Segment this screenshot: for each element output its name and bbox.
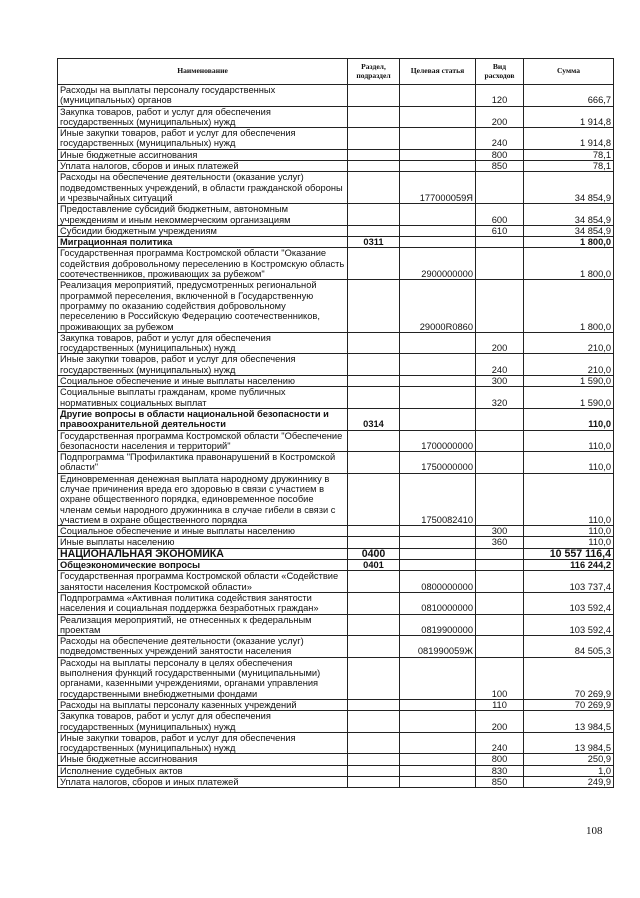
row-name-cell: Иные закупки товаров, работ и услуг для обеспечения государственных (муниципальных) нужд bbox=[58, 128, 348, 150]
row-article-cell bbox=[400, 765, 476, 776]
row-sum-cell: 1 914,8 bbox=[524, 106, 614, 128]
row-article-cell bbox=[400, 225, 476, 236]
row-section-cell bbox=[348, 473, 400, 525]
row-article-cell: 0800000000 bbox=[400, 571, 476, 593]
row-article-cell: 081990059Ж bbox=[400, 636, 476, 658]
row-section-cell bbox=[348, 636, 400, 658]
row-name-cell: Исполнение судебных актов bbox=[58, 765, 348, 776]
row-section-cell bbox=[348, 777, 400, 788]
row-name-cell: Социальное обеспечение и иные выплаты населению bbox=[58, 376, 348, 387]
row-type-cell bbox=[476, 237, 524, 248]
row-section-cell bbox=[348, 571, 400, 593]
row-section-cell bbox=[348, 161, 400, 172]
header-type: Вид расходов bbox=[476, 59, 524, 85]
row-article-cell bbox=[400, 237, 476, 248]
row-sum-cell: 1 914,8 bbox=[524, 128, 614, 150]
row-name-cell: Расходы на выплаты персоналу казенных учреждений bbox=[58, 699, 348, 710]
row-article-cell bbox=[400, 699, 476, 710]
header-sum: Сумма bbox=[524, 59, 614, 85]
row-type-cell bbox=[476, 430, 524, 452]
row-name-cell: Расходы на выплаты персоналу государственных (муниципальных) органов bbox=[58, 85, 348, 107]
row-section-cell bbox=[348, 332, 400, 354]
row-sum-cell: 13 984,5 bbox=[524, 711, 614, 733]
row-name-cell: Государственная программа Костромской области "Оказание содействия добровольному переселению в Костромскую область соотечественников, проживающих за рубежом" bbox=[58, 248, 348, 280]
header-section: Раздел, подраздел bbox=[348, 59, 400, 85]
row-name-cell: Уплата налогов, сборов и иных платежей bbox=[58, 161, 348, 172]
row-article-cell bbox=[400, 732, 476, 754]
row-type-cell: 200 bbox=[476, 106, 524, 128]
table-row bbox=[58, 204, 614, 226]
row-type-cell bbox=[476, 452, 524, 474]
row-section-cell bbox=[348, 592, 400, 614]
row-section-cell bbox=[348, 711, 400, 733]
row-sum-cell: 110,0 bbox=[524, 430, 614, 452]
row-article-cell bbox=[400, 408, 476, 430]
row-name-cell: Иные закупки товаров, работ и услуг для обеспечения государственных (муниципальных) нужд bbox=[58, 354, 348, 376]
row-article-cell bbox=[400, 711, 476, 733]
row-type-cell: 800 bbox=[476, 754, 524, 765]
row-type-cell: 830 bbox=[476, 765, 524, 776]
row-article-cell bbox=[400, 560, 476, 571]
row-section-cell bbox=[348, 172, 400, 204]
row-name-cell: Социальное обеспечение и иные выплаты населению bbox=[58, 526, 348, 537]
row-type-cell: 850 bbox=[476, 161, 524, 172]
row-sum-cell: 116 244,2 bbox=[524, 560, 614, 571]
row-section-cell bbox=[348, 699, 400, 710]
row-name-cell: Реализация мероприятий, не отнесенных к федеральным проектам bbox=[58, 614, 348, 636]
row-name-cell: Уплата налогов, сборов и иных платежей bbox=[58, 777, 348, 788]
row-name-cell: Иные выплаты населению bbox=[58, 537, 348, 548]
row-section-cell bbox=[348, 430, 400, 452]
row-name-cell: Расходы на обеспечение деятельности (оказание услуг) подведомственных учреждений занятости населения bbox=[58, 636, 348, 658]
row-name-cell: Единовременная денежная выплата народному дружиннику в случае причинения вреда его здоровью в связи с участием в охране общественного порядка, единовременное пособие членам семьи народного дружинника в случае гибели в связи с участием в охране общественного порядка bbox=[58, 473, 348, 525]
row-article-cell bbox=[400, 376, 476, 387]
page-number: 108 bbox=[586, 825, 603, 837]
row-sum-cell: 1 590,0 bbox=[524, 376, 614, 387]
row-sum-cell: 1 800,0 bbox=[524, 237, 614, 248]
row-article-cell bbox=[400, 387, 476, 409]
table-row bbox=[58, 571, 614, 593]
table-row bbox=[58, 732, 614, 754]
table-row bbox=[58, 85, 614, 107]
table-row bbox=[58, 248, 614, 280]
table-row bbox=[58, 430, 614, 452]
row-name-cell: Реализация мероприятий, предусмотренных региональной программой переселения, включенной в Государственную программу по оказанию содействия добровольному переселению в Российскую Федерацию соотечественников, проживающих за рубежом bbox=[58, 280, 348, 332]
row-article-cell bbox=[400, 204, 476, 226]
row-sum-cell: 249,9 bbox=[524, 777, 614, 788]
row-section-cell bbox=[348, 128, 400, 150]
row-section-cell bbox=[348, 106, 400, 128]
row-name-cell: Общеэкономические вопросы bbox=[58, 560, 348, 571]
row-article-cell bbox=[400, 149, 476, 160]
row-name-cell: Подпрограмма «Активная политика содействия занятости населения и социальная поддержка безработных граждан» bbox=[58, 592, 348, 614]
table-row bbox=[58, 354, 614, 376]
table-row bbox=[58, 636, 614, 658]
row-section-cell bbox=[348, 280, 400, 332]
row-name-cell: Иные бюджетные ассигнования bbox=[58, 149, 348, 160]
table-row bbox=[58, 106, 614, 128]
table-row bbox=[58, 237, 614, 248]
row-type-cell: 240 bbox=[476, 128, 524, 150]
row-type-cell: 240 bbox=[476, 354, 524, 376]
table-row bbox=[58, 560, 614, 571]
row-sum-cell: 103 737,4 bbox=[524, 571, 614, 593]
row-name-cell: Иные закупки товаров, работ и услуг для обеспечения государственных (муниципальных) нужд bbox=[58, 732, 348, 754]
row-section-cell: 0311 bbox=[348, 237, 400, 248]
table-row bbox=[58, 149, 614, 160]
table-row bbox=[58, 172, 614, 204]
table-row bbox=[58, 592, 614, 614]
row-type-cell bbox=[476, 614, 524, 636]
row-article-cell bbox=[400, 354, 476, 376]
row-type-cell bbox=[476, 636, 524, 658]
row-sum-cell: 210,0 bbox=[524, 332, 614, 354]
row-sum-cell: 103 592,4 bbox=[524, 614, 614, 636]
row-sum-cell: 70 269,9 bbox=[524, 657, 614, 699]
row-article-cell: 2900000000 bbox=[400, 248, 476, 280]
row-article-cell: 177000059Я bbox=[400, 172, 476, 204]
table-row bbox=[58, 657, 614, 699]
row-type-cell: 320 bbox=[476, 387, 524, 409]
table-row bbox=[58, 332, 614, 354]
row-type-cell: 110 bbox=[476, 699, 524, 710]
row-type-cell: 360 bbox=[476, 537, 524, 548]
row-name-cell: Субсидии бюджетным учреждениям bbox=[58, 225, 348, 236]
row-sum-cell: 1,0 bbox=[524, 765, 614, 776]
row-section-cell bbox=[348, 657, 400, 699]
row-sum-cell: 250,9 bbox=[524, 754, 614, 765]
table-row bbox=[58, 161, 614, 172]
row-type-cell: 610 bbox=[476, 225, 524, 236]
row-sum-cell: 110,0 bbox=[524, 473, 614, 525]
row-name-cell: Закупка товаров, работ и услуг для обеспечения государственных (муниципальных) нужд bbox=[58, 106, 348, 128]
row-type-cell: 240 bbox=[476, 732, 524, 754]
row-type-cell bbox=[476, 280, 524, 332]
row-name-cell: Другие вопросы в области национальной безопасности и правоохранительной деятельности bbox=[58, 408, 348, 430]
table-row bbox=[58, 387, 614, 409]
row-name-cell: НАЦИОНАЛЬНАЯ ЭКОНОМИКА bbox=[58, 548, 348, 559]
row-section-cell bbox=[348, 387, 400, 409]
row-sum-cell: 10 557 116,4 bbox=[524, 548, 614, 559]
table-row bbox=[58, 408, 614, 430]
row-article-cell: 1750000000 bbox=[400, 452, 476, 474]
table-row bbox=[58, 473, 614, 525]
row-sum-cell: 84 505,3 bbox=[524, 636, 614, 658]
row-section-cell bbox=[348, 526, 400, 537]
row-sum-cell: 110,0 bbox=[524, 537, 614, 548]
table-body bbox=[58, 85, 614, 788]
row-article-cell bbox=[400, 128, 476, 150]
row-article-cell bbox=[400, 161, 476, 172]
row-sum-cell: 13 984,5 bbox=[524, 732, 614, 754]
table-row bbox=[58, 280, 614, 332]
row-name-cell: Расходы на выплаты персоналу в целях обеспечения выполнения функций государственными (муниципальными) органами, казенными учреждениями, органами управления государственными внебюджетными фондами bbox=[58, 657, 348, 699]
row-sum-cell: 1 800,0 bbox=[524, 280, 614, 332]
row-sum-cell: 110,0 bbox=[524, 526, 614, 537]
row-sum-cell: 103 592,4 bbox=[524, 592, 614, 614]
table-row bbox=[58, 128, 614, 150]
row-sum-cell: 1 800,0 bbox=[524, 248, 614, 280]
table-row bbox=[58, 699, 614, 710]
row-section-cell bbox=[348, 248, 400, 280]
table-row bbox=[58, 777, 614, 788]
row-sum-cell: 70 269,9 bbox=[524, 699, 614, 710]
table-header-row bbox=[58, 59, 614, 85]
row-sum-cell: 78,1 bbox=[524, 161, 614, 172]
row-section-cell bbox=[348, 754, 400, 765]
row-section-cell bbox=[348, 537, 400, 548]
row-type-cell bbox=[476, 248, 524, 280]
table-row bbox=[58, 537, 614, 548]
row-sum-cell: 666,7 bbox=[524, 85, 614, 107]
row-article-cell: 0810000000 bbox=[400, 592, 476, 614]
row-article-cell: 1750082410 bbox=[400, 473, 476, 525]
row-type-cell: 600 bbox=[476, 204, 524, 226]
row-sum-cell: 210,0 bbox=[524, 354, 614, 376]
row-section-cell bbox=[348, 376, 400, 387]
table-row bbox=[58, 711, 614, 733]
row-name-cell: Предоставление субсидий бюджетным, автономным учреждениям и иным некоммерческим организациям bbox=[58, 204, 348, 226]
row-sum-cell: 110,0 bbox=[524, 408, 614, 430]
row-type-cell bbox=[476, 473, 524, 525]
row-type-cell: 100 bbox=[476, 657, 524, 699]
row-section-cell bbox=[348, 225, 400, 236]
table-row bbox=[58, 765, 614, 776]
row-type-cell: 300 bbox=[476, 376, 524, 387]
row-type-cell bbox=[476, 571, 524, 593]
row-article-cell: 29000R0860 bbox=[400, 280, 476, 332]
row-name-cell: Государственная программа Костромской области «Содействие занятости населения Костромской области» bbox=[58, 571, 348, 593]
row-section-cell bbox=[348, 149, 400, 160]
table-row bbox=[58, 225, 614, 236]
table-row bbox=[58, 754, 614, 765]
budget-table bbox=[57, 58, 614, 788]
row-type-cell: 200 bbox=[476, 711, 524, 733]
row-name-cell: Закупка товаров, работ и услуг для обеспечения государственных (муниципальных) нужд bbox=[58, 332, 348, 354]
table-row bbox=[58, 548, 614, 559]
table-row bbox=[58, 452, 614, 474]
row-type-cell bbox=[476, 592, 524, 614]
table-row bbox=[58, 614, 614, 636]
row-name-cell: Закупка товаров, работ и услуг для обеспечения государственных (муниципальных) нужд bbox=[58, 711, 348, 733]
row-section-cell bbox=[348, 614, 400, 636]
row-type-cell bbox=[476, 548, 524, 559]
row-article-cell bbox=[400, 777, 476, 788]
row-section-cell bbox=[348, 452, 400, 474]
header-name: Наименование bbox=[58, 59, 348, 85]
row-section-cell bbox=[348, 732, 400, 754]
row-article-cell bbox=[400, 332, 476, 354]
row-article-cell bbox=[400, 106, 476, 128]
row-section-cell: 0314 bbox=[348, 408, 400, 430]
row-name-cell: Подпрограмма "Профилактика правонарушений в Костромской области" bbox=[58, 452, 348, 474]
row-sum-cell: 34 854,9 bbox=[524, 172, 614, 204]
row-section-cell: 0400 bbox=[348, 548, 400, 559]
row-section-cell bbox=[348, 204, 400, 226]
row-sum-cell: 1 590,0 bbox=[524, 387, 614, 409]
row-article-cell: 1700000000 bbox=[400, 430, 476, 452]
row-article-cell bbox=[400, 526, 476, 537]
row-name-cell: Государственная программа Костромской области "Обеспечение безопасности населения и территорий" bbox=[58, 430, 348, 452]
table-row bbox=[58, 526, 614, 537]
row-article-cell bbox=[400, 85, 476, 107]
budget-page bbox=[57, 58, 613, 788]
row-article-cell bbox=[400, 537, 476, 548]
row-type-cell bbox=[476, 408, 524, 430]
row-article-cell: 0819900000 bbox=[400, 614, 476, 636]
header-article: Целевая статья bbox=[400, 59, 476, 85]
row-article-cell bbox=[400, 548, 476, 559]
row-sum-cell: 34 854,9 bbox=[524, 204, 614, 226]
row-sum-cell: 78,1 bbox=[524, 149, 614, 160]
row-name-cell: Иные бюджетные ассигнования bbox=[58, 754, 348, 765]
row-section-cell bbox=[348, 354, 400, 376]
row-type-cell: 300 bbox=[476, 526, 524, 537]
row-type-cell bbox=[476, 560, 524, 571]
row-sum-cell: 34 854,9 bbox=[524, 225, 614, 236]
row-article-cell bbox=[400, 754, 476, 765]
row-section-cell: 0401 bbox=[348, 560, 400, 571]
row-section-cell bbox=[348, 765, 400, 776]
table-row bbox=[58, 376, 614, 387]
row-name-cell: Миграционная политика bbox=[58, 237, 348, 248]
row-type-cell: 200 bbox=[476, 332, 524, 354]
row-name-cell: Социальные выплаты гражданам, кроме публичных нормативных социальных выплат bbox=[58, 387, 348, 409]
row-sum-cell: 110,0 bbox=[524, 452, 614, 474]
row-type-cell: 800 bbox=[476, 149, 524, 160]
row-name-cell: Расходы на обеспечение деятельности (оказание услуг) подведомственных учреждений, в области гражданской обороны и чрезвычайных ситуаций bbox=[58, 172, 348, 204]
row-article-cell bbox=[400, 657, 476, 699]
row-type-cell bbox=[476, 172, 524, 204]
row-section-cell bbox=[348, 85, 400, 107]
row-type-cell: 850 bbox=[476, 777, 524, 788]
row-type-cell: 120 bbox=[476, 85, 524, 107]
